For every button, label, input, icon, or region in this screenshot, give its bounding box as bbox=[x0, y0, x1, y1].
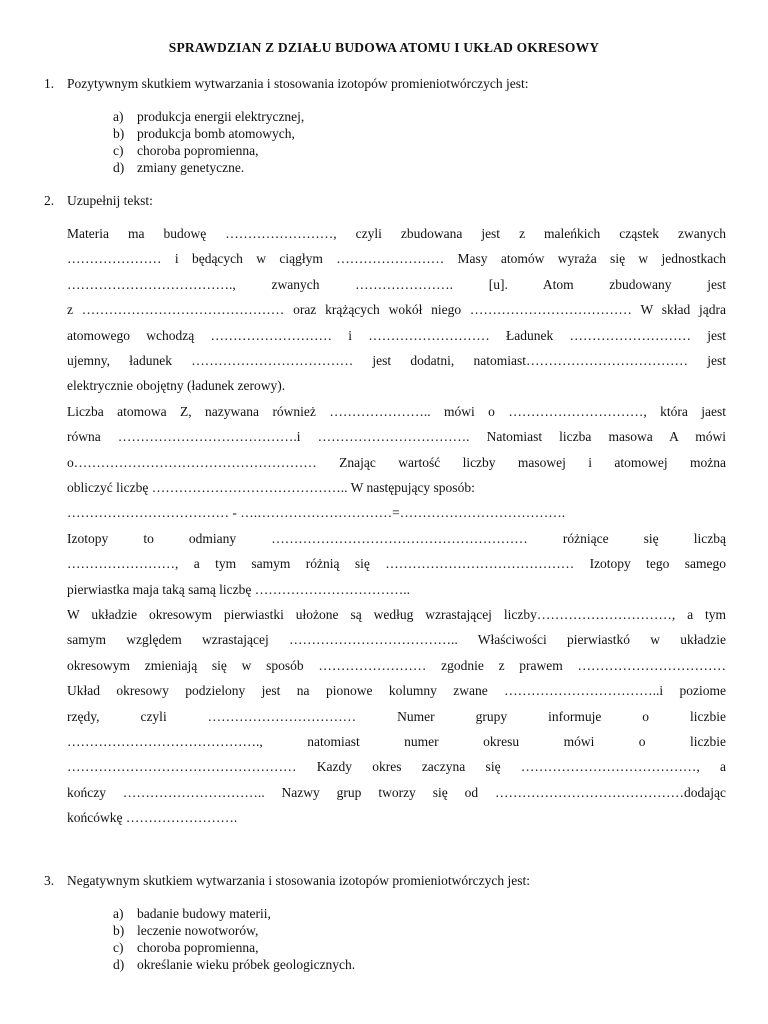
fill-in-line: rzędy, czyli …………………………… Numer grupy informuje o liczbie bbox=[67, 708, 726, 724]
fill-in-line: …………………………………………… Kazdy okres zaczyna się …………………………………, a bbox=[67, 759, 726, 775]
question-1-number: 1. bbox=[44, 76, 55, 91]
question-1-option-b bbox=[113, 125, 295, 142]
option-text: badanie budowy materii, bbox=[137, 906, 271, 921]
fill-in-line: atomowego wchodzą ……………………… i ……………………… Ładunek ……………………… jest bbox=[67, 327, 726, 343]
option-text: produkcja bomb atomowych, bbox=[137, 126, 295, 141]
fill-in-line: Izotopy to odmiany ………………………………………………… różniące się liczbą bbox=[67, 530, 726, 546]
fill-in-line: elektrycznie obojętny (ładunek zerowy). bbox=[67, 378, 286, 394]
question-2-text: Uzupełnij tekst: bbox=[67, 193, 153, 208]
question-3-option-a bbox=[113, 905, 271, 922]
question-3-option-c bbox=[113, 939, 258, 956]
option-letter: d) bbox=[113, 957, 125, 972]
question-3-option-b bbox=[113, 922, 258, 939]
fill-in-line: kończy ………………………….. Nazwy grup tworzy się od ……………………………………dodając bbox=[67, 784, 726, 800]
fill-in-line: równa ………………………………….i ……………………………. Natomiast liczba masowa A mówi bbox=[67, 429, 726, 445]
question-3-option-d bbox=[113, 956, 355, 973]
fill-in-line: Materia ma budowę ……………………, czyli zbudowana jest z maleńkich cząstek zwanych bbox=[67, 226, 726, 241]
option-text: choroba popromienna, bbox=[137, 143, 259, 158]
question-3-text: Negatywnym skutkiem wytwarzania i stosowania izotopów promieniotwórczych jest: bbox=[67, 873, 531, 888]
fill-in-line: o……………………………………………… Znając wartość liczby masowej i atomowej można bbox=[67, 454, 726, 470]
fill-in-line: ………………… i będących w ciągłym …………………… Masy atomów wyraża się w jednostkach bbox=[67, 251, 726, 267]
option-text: choroba popromienna, bbox=[137, 940, 259, 955]
fill-in-line: ujemny, ładunek ……………………………… jest dodatni, natomiast……………………………… jest bbox=[67, 353, 726, 368]
fill-in-line: pierwiastka maja taką samą liczbę …………………………….. bbox=[67, 581, 411, 597]
option-letter: a) bbox=[113, 906, 124, 921]
question-1-option-d bbox=[113, 159, 244, 176]
option-text: określanie wieku próbek geologicznych. bbox=[137, 957, 356, 972]
option-text: produkcja energii elektrycznej, bbox=[137, 109, 305, 124]
fill-in-line: ……………………………… - ….…………………………=………………………………. bbox=[67, 505, 566, 521]
fill-in-line: Układ okresowy podzielony jest na pionowe kolumny zwane ……………………………..i poziome bbox=[67, 683, 726, 699]
option-text: leczenie nowotworów, bbox=[137, 923, 259, 938]
option-letter: a) bbox=[113, 109, 124, 124]
question-1-option-a bbox=[113, 108, 304, 125]
option-letter: b) bbox=[113, 126, 125, 141]
fill-in-line: Liczba atomowa Z, nazywana również ………………….. mówi o …………………………, która jaest bbox=[67, 403, 726, 419]
question-2-number: 2. bbox=[44, 193, 55, 208]
option-letter: b) bbox=[113, 923, 125, 938]
question-1-text: Pozytywnym skutkiem wytwarzania i stosowania izotopów promieniotwórczych jest: bbox=[67, 76, 529, 91]
fill-in-line: końcówkę ……………………. bbox=[67, 810, 238, 826]
fill-in-line: samym względem wzrastającej ……………………………….. Właściwości pierwiastkó w układzie bbox=[67, 632, 726, 648]
fill-in-line: ……………………………………., natomiast numer okresu mówi o liczbie bbox=[67, 734, 726, 749]
question-1-option-c bbox=[113, 142, 258, 159]
option-letter: c) bbox=[113, 143, 124, 158]
option-letter: c) bbox=[113, 940, 124, 955]
fill-in-line: ………………………………., zwanych …………………. [u]. Atom zbudowany jest bbox=[67, 276, 726, 292]
fill-in-line: ……………………, a tym samym różnią się …………………………………… Izotopy tego samego bbox=[67, 556, 726, 572]
question-3-number: 3. bbox=[44, 873, 55, 888]
page-title: SPRAWDZIAN Z DZIAŁU BUDOWA ATOMU I UKŁAD OKRESOWY bbox=[168, 40, 600, 55]
fill-in-line: z ……………………………………… oraz krążących wokół niego ……………………………… W skład jądra bbox=[67, 302, 726, 318]
fill-in-line: okresowym zmieniają się w sposób …………………… zgodnie z prawem …………………………… bbox=[67, 657, 726, 673]
fill-in-line: obliczyć liczbę …………………………………….. W następujący sposób: bbox=[67, 480, 475, 495]
fill-in-line: W układzie okresowym pierwiastki ułożone są według wzrastającej liczby…………………………, a tym bbox=[67, 607, 726, 622]
option-letter: d) bbox=[113, 160, 125, 175]
option-text: zmiany genetyczne. bbox=[137, 160, 245, 175]
